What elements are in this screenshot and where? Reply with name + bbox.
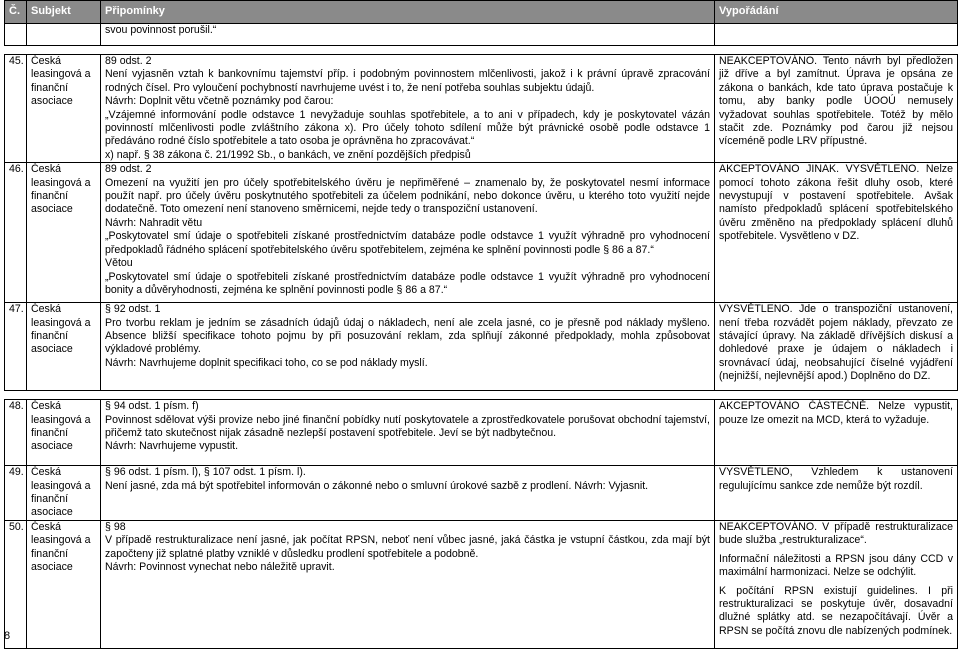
subject-line: Česká [31, 303, 62, 316]
comment-paragraph: x) např. § 38 zákona č. 21/1992 Sb., o bankách, ve znění pozdějších předpisů [105, 148, 471, 161]
subject-line: leasingová a [31, 176, 91, 189]
table-row [5, 303, 958, 391]
comment-paragraph: Není vyjasněn vztah k bankovnímu tajemství příp. i podobným povinnostem mlčenlivosti, jakož i k právní úpravě zpracování rodných čísel. Pro vyloučení pochybností navrhujeme uvést i to, že není potřeba souhlas subjektu údajů. [105, 68, 710, 94]
header-comments: Připomínky [101, 1, 715, 24]
subject-line: asociace [31, 561, 73, 574]
row-comment [101, 400, 715, 466]
comments-table [4, 0, 958, 649]
comment-paragraph: „Vzájemné informování podle odstavce 1 nevyžaduje souhlas spotřebitele, a to ani v případech, kdy je poskytovatel vázán povinností mlčenlivosti podle zvláštního zákona x). Pro účely tohoto sdílení může být právnické osobě podle odstavce 1 předáváno rodné číslo spotřebitele a tato osoba je oprávněna ho zpracovávat.“ [105, 108, 710, 148]
row-comment [101, 466, 715, 521]
comment-paragraph: Omezení na využití jen pro účely spotřebitelského úvěru je nepřiměřené – znamenalo by, že poskytovatel nesmí informace použít např. pro účely úvěru poskytnutého spotřebiteli za účelem podnikání, nebo dokonce úvěru, u kterého toto využití nejde dodatečně. Toto omezení není stanoveno směrnicemi, nejde tedy o transpoziční ustanovení. [105, 176, 710, 216]
table-row [5, 400, 958, 466]
row-subject [27, 303, 101, 391]
subject-line: asociace [31, 440, 73, 453]
comment-paragraph: Návrh: Povinnost vynechat nebo náležitě upravit. [105, 561, 335, 574]
subject-line: leasingová a [31, 316, 91, 329]
subject-line: Česká [31, 163, 62, 176]
comment-paragraph: § 96 odst. 1 písm. l), § 107 odst. 1 písm. l). [105, 466, 306, 479]
comment-paragraph: Návrh: Doplnit větu včetně poznámky pod čarou: [105, 95, 334, 108]
comment-paragraph: Návrh: Navrhujeme vypustit. [105, 440, 239, 453]
subject-line: Česká [31, 55, 62, 67]
subject-line: leasingová a [31, 479, 91, 492]
row-comment [101, 55, 715, 163]
subject-line: asociace [31, 203, 73, 216]
resolution-paragraph: NEAKCEPTOVÁNO. V případě restrukturalizace bude služba „restrukturalizace“. [719, 520, 953, 547]
subject-line: Česká [31, 520, 62, 533]
comment-paragraph: Návrh: Nahradit větu [105, 216, 203, 229]
comment-paragraph: V případě restrukturalizace není jasné, jak počítat RPSN, neboť není vůbec jasné, jaká částka je vstupní částkou, zda mají být započteny již splatné platby vzniklé v důsledku prodlení spotřebitele a podobně. [105, 534, 710, 560]
subject-line: asociace [31, 343, 73, 356]
comment-paragraph: „Poskytovatel smí údaje o spotřebiteli získané prostřednictvím databáze podle odstavce 1 využít výhradně pro vyhodnocení předpokladů řádného splácení spotřebitelského úvěru spotřebitelem, zejména ke splnění povinnosti podle § 86 a 87.“ [105, 230, 710, 256]
subject-line: finanční [31, 427, 69, 440]
row-number-text: 50. [9, 520, 24, 533]
gap-row [5, 46, 958, 55]
row-subject [27, 55, 101, 163]
subject-line: leasingová a [31, 534, 91, 547]
subject-line: finanční [31, 81, 69, 94]
resolution-paragraph: Informační náležitosti a RPSN jsou dány CCD v maximální harmonizaci. Nelze se odchýlit. [719, 552, 953, 579]
row-resolution [715, 163, 958, 303]
header-subject: Subjekt [27, 1, 101, 24]
row-resolution [715, 466, 958, 521]
table-row [5, 163, 958, 303]
comment-paragraph: Pro tvorbu reklam je jedním se zásadních údajů údaj o nákladech, není ale zcela jasné, co je přesně pod náklady myšleno. Absence bližší specifikace tohoto pojmu by při posuzování reklam, zda splňují zákonné předpoklady, mohla způsobovat výkladové problémy. [105, 316, 710, 356]
comment-paragraph: Větou [105, 257, 133, 270]
row-subject [27, 466, 101, 521]
continuation-text: svou povinnost porušil.“ [101, 24, 715, 46]
comment-paragraph: Není jasné, zda má být spotřebitel informován o zákonné nebo o smluvní úrokové sazbě z prodlení. Návrh: Vyjasnit. [105, 479, 649, 492]
table-row [5, 466, 958, 521]
row-number-text: 47. [9, 303, 24, 316]
row-subject [27, 520, 101, 648]
resolution-paragraph: VYSVĚTLENO. Jde o transpoziční ustanovení, není třeba rozvádět pojem náklady, převzato ze stávající úpravy. Na základě dřívějších diskusí a dohledové praxe je údajem o nákladech i srovnávací údaj, neobsahující číselné vyjádření (nejnižší, nejlevnější apod.) Doplněno do DZ. [719, 303, 953, 383]
row-comment [101, 303, 715, 391]
subject-line: leasingová a [31, 68, 91, 81]
comment-paragraph: § 92 odst. 1 [105, 303, 161, 316]
resolution-paragraph: AKCEPTOVÁNO JINAK. VYSVĚTLENO. Nelze pomocí tohoto zákona řešit dluhy osob, které nevystupují v postavení spotřebitele. Avšak namísto předpokladů splácení spotřebitelského úvěru změněno na předpoklady splácení dluhů spotřebitele. Vysvětleno v DZ. [719, 163, 953, 243]
row-number [5, 303, 27, 391]
comment-paragraph: „Poskytovatel smí údaje o spotřebiteli získané prostřednictvím databáze podle odstavce 1 využít výhradně pro vyhodnocení bonity a důvěryhodnosti, zejména ke splnění povinnosti podle § 86 a 87.“ [105, 270, 710, 296]
row-subject [27, 163, 101, 303]
subject-line: Česká [31, 466, 62, 479]
row-comment [101, 163, 715, 303]
comment-paragraph: 89 odst. 2 [105, 163, 152, 176]
header-num: Č. [5, 1, 27, 24]
header-resolution: Vypořádání [715, 1, 958, 24]
gap-row [5, 391, 958, 400]
comment-paragraph: § 94 odst. 1 písm. f) [105, 400, 199, 413]
row-resolution [715, 303, 958, 391]
comment-paragraph: § 98 [105, 520, 126, 533]
row-number [5, 163, 27, 303]
row-number [5, 466, 27, 521]
subject-line: finanční [31, 547, 69, 560]
comment-paragraph: Povinnost sdělovat výši provize nebo jiné finanční pobídky nutí poskytovatele a zprostředkovatele porušovat obchodní tajemství, přičemž tato skutečnost nijak zásadně nezlepší postavení spotřebitele. Jeví se být nadbytečnou. [105, 413, 710, 440]
subject-line: leasingová a [31, 413, 91, 426]
subject-line: finanční [31, 190, 69, 203]
subject-line: finanční [31, 330, 69, 343]
row-number-text: 45. [9, 55, 24, 67]
resolution-paragraph: AKCEPTOVÁNO ČÁSTEČNĚ. Nelze vypustit, pouze lze omezit na MCD, která to vyžaduje. [719, 400, 953, 426]
subject-line: finanční [31, 493, 69, 506]
row-number-text: 49. [9, 466, 24, 479]
comment-paragraph: Návrh: Navrhujeme doplnit specifikaci toho, co se pod náklady myslí. [105, 356, 428, 369]
row-number [5, 55, 27, 163]
subject-line: Česká [31, 400, 62, 413]
row-comment [101, 520, 715, 648]
row-number [5, 400, 27, 466]
row-resolution [715, 400, 958, 466]
subject-line: asociace [31, 95, 73, 108]
table-row [5, 520, 958, 648]
resolution-paragraph: NEAKCEPTOVÁNO. Tento návrh byl předložen již dříve a byl zamítnut. Úprava je opsána ze zákona o bankách, kde tato úprava postačuje k tomu, aby banky podle ÚOOÚ nemusely vyžadovat souhlas spotřebitele. Totéž by mělo stačit zde. Poznámky pod čarou již nejsou víceméně podle LRV přípustné. [719, 55, 953, 148]
row-resolution [715, 55, 958, 163]
continuation-row [5, 24, 958, 46]
table-row [5, 55, 958, 163]
table-header-row [5, 1, 958, 24]
resolution-paragraph: K počítání RPSN existují guidelines. I při restrukturalizaci se poskytuje úvěr, dosavadní dlužné splátky atd. se nezapočítávají. Úvěr a RPSN se počítá znovu dle nabízených podmínek. [719, 584, 953, 637]
row-subject [27, 400, 101, 466]
comment-paragraph: 89 odst. 2 [105, 55, 152, 67]
page-number: 8 [4, 630, 11, 642]
row-number-text: 48. [9, 400, 24, 413]
row-number-text: 46. [9, 163, 24, 176]
subject-line: asociace [31, 506, 73, 519]
resolution-paragraph: VYSVĚTLENO, Vzhledem k ustanovení regulujícímu sankce zde nemůže být rozdíl. [719, 466, 953, 492]
row-resolution [715, 520, 958, 648]
